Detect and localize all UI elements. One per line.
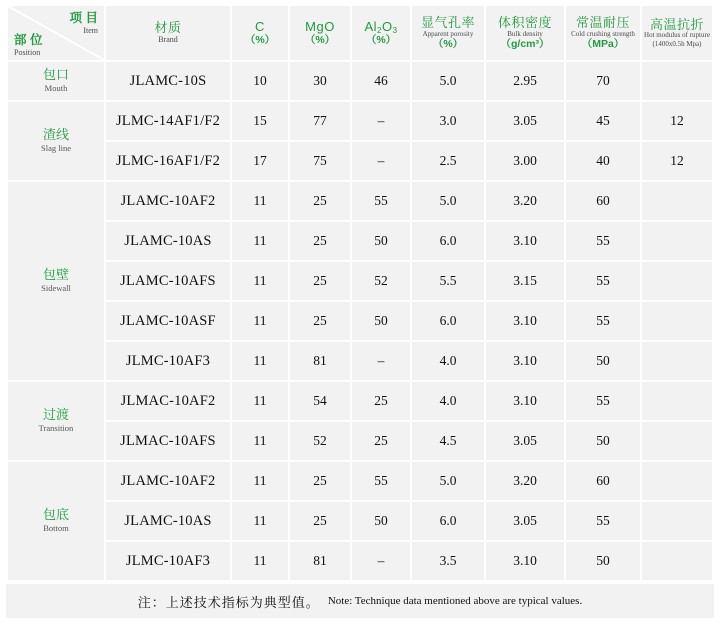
table-row <box>8 222 712 260</box>
density-cell: 3.10 <box>486 342 564 380</box>
table-row <box>8 422 712 460</box>
hmor-cell <box>642 382 712 420</box>
header-corner-cell <box>8 6 104 60</box>
al2o3-cell: 25 <box>352 422 410 460</box>
brand-cell: JLAMC-10AS <box>106 222 230 260</box>
table-row <box>8 502 712 540</box>
c-cell: 11 <box>232 382 288 420</box>
table-header-row <box>8 6 712 60</box>
c-cell: 11 <box>232 422 288 460</box>
brand-cell: JLAMC-10AF2 <box>106 182 230 220</box>
mgo-cell: 25 <box>290 182 350 220</box>
table-row <box>8 62 712 100</box>
mgo-cell: 30 <box>290 62 350 100</box>
density-cell: 3.10 <box>486 302 564 340</box>
mgo-cell: 54 <box>290 382 350 420</box>
mgo-cell: 25 <box>290 502 350 540</box>
porosity-cell: 6.0 <box>412 222 484 260</box>
al2o3-cell: – <box>352 102 410 140</box>
column-header-brand: 材质 Brand <box>106 6 230 60</box>
brand-cell: JLMC-14AF1/F2 <box>106 102 230 140</box>
ccs-cell: 55 <box>566 502 640 540</box>
porosity-cell: 5.0 <box>412 62 484 100</box>
ccs-cell: 50 <box>566 542 640 580</box>
al2o3-cell: 46 <box>352 62 410 100</box>
hmor-cell <box>642 262 712 300</box>
c-cell: 17 <box>232 142 288 180</box>
hmor-cell <box>642 502 712 540</box>
mgo-cell: 52 <box>290 422 350 460</box>
hmor-cell <box>642 222 712 260</box>
table-row <box>8 542 712 580</box>
column-header-bulk-density: 体积密度 Bulk density （g/cm³） <box>486 6 564 60</box>
table-row <box>8 142 712 180</box>
table-row <box>8 262 712 300</box>
porosity-cell: 4.0 <box>412 342 484 380</box>
ccs-cell: 45 <box>566 102 640 140</box>
al2o3-cell: 50 <box>352 502 410 540</box>
mgo-cell: 75 <box>290 142 350 180</box>
hmor-cell <box>642 342 712 380</box>
mgo-cell: 25 <box>290 262 350 300</box>
al2o3-cell: – <box>352 142 410 180</box>
hmor-cell: 12 <box>642 142 712 180</box>
porosity-cell: 5.0 <box>412 462 484 500</box>
mgo-cell: 77 <box>290 102 350 140</box>
al2o3-cell: 55 <box>352 182 410 220</box>
brand-cell: JLAMC-10ASF <box>106 302 230 340</box>
c-cell: 11 <box>232 262 288 300</box>
column-header-apparent-porosity: 显气孔率 Apparent porosity （%） <box>412 6 484 60</box>
c-cell: 11 <box>232 502 288 540</box>
mgo-cell: 25 <box>290 302 350 340</box>
ccs-cell: 70 <box>566 62 640 100</box>
c-cell: 11 <box>232 182 288 220</box>
c-cell: 11 <box>232 462 288 500</box>
footnote-cn: 注：上述技术指标为典型值。 <box>137 594 320 610</box>
al2o3-cell: – <box>352 542 410 580</box>
c-cell: 15 <box>232 102 288 140</box>
hmor-cell <box>642 462 712 500</box>
brand-cell: JLMC-10AF3 <box>106 542 230 580</box>
density-cell: 3.15 <box>486 262 564 300</box>
hmor-cell <box>642 62 712 100</box>
al2o3-cell: 55 <box>352 462 410 500</box>
porosity-cell: 6.0 <box>412 502 484 540</box>
c-cell: 11 <box>232 342 288 380</box>
mgo-cell: 25 <box>290 222 350 260</box>
table-row <box>8 182 712 220</box>
position-cell-slag-line: 渣线 Slag line <box>8 102 104 180</box>
porosity-cell: 5.5 <box>412 262 484 300</box>
hmor-cell <box>642 302 712 340</box>
brand-cell: JLAMC-10AFS <box>106 262 230 300</box>
ccs-cell: 55 <box>566 262 640 300</box>
density-cell: 3.00 <box>486 142 564 180</box>
porosity-cell: 2.5 <box>412 142 484 180</box>
mgo-cell: 81 <box>290 542 350 580</box>
position-cell-transition: 过渡 Transition <box>8 382 104 460</box>
specification-table <box>6 4 714 582</box>
mgo-cell: 25 <box>290 462 350 500</box>
porosity-cell: 4.5 <box>412 422 484 460</box>
al2o3-cell: 25 <box>352 382 410 420</box>
table-row <box>8 342 712 380</box>
table-row <box>8 102 712 140</box>
header-position-label: 部 位 Position <box>14 32 43 57</box>
header-item-label: 项 目 Item <box>69 11 98 35</box>
porosity-cell: 6.0 <box>412 302 484 340</box>
c-cell: 11 <box>232 542 288 580</box>
c-cell: 11 <box>232 302 288 340</box>
density-cell: 3.10 <box>486 222 564 260</box>
brand-cell: JLAMC-10AS <box>106 502 230 540</box>
footnote-en: Note: Technique data mentioned above are typical values. <box>327 595 583 607</box>
al2o3-cell: – <box>352 342 410 380</box>
porosity-cell: 3.0 <box>412 102 484 140</box>
porosity-cell: 3.5 <box>412 542 484 580</box>
table-footnote <box>6 584 714 618</box>
ccs-cell: 50 <box>566 342 640 380</box>
position-cell-bottom: 包底 Bottom <box>8 462 104 580</box>
mgo-cell: 81 <box>290 342 350 380</box>
ccs-cell: 55 <box>566 302 640 340</box>
table-row <box>8 302 712 340</box>
column-header-hot-modulus-of-rupture: 高温抗折 Hot modulus of rupture (1400x0.5h Mpa) <box>642 6 712 60</box>
porosity-cell: 5.0 <box>412 182 484 220</box>
hmor-cell <box>642 542 712 580</box>
density-cell: 3.05 <box>486 422 564 460</box>
column-header-al2o3: $Al_2O_3$ （%） <box>352 6 410 60</box>
hmor-cell: 12 <box>642 102 712 140</box>
position-cell-sidewall: 包壁 Sidewall <box>8 182 104 380</box>
density-cell: 3.05 <box>486 102 564 140</box>
column-header-c: C （%） <box>232 6 288 60</box>
column-header-cold-crushing-strength: 常温耐压 Cold crushing strength （MPa） <box>566 6 640 60</box>
table-row <box>8 462 712 500</box>
brand-cell: JLMC-16AF1/F2 <box>106 142 230 180</box>
density-cell: 3.20 <box>486 462 564 500</box>
c-cell: 11 <box>232 222 288 260</box>
brand-cell: JLAMC-10AF2 <box>106 462 230 500</box>
brand-cell: JLMAC-10AFS <box>106 422 230 460</box>
brand-cell: JLMC-10AF3 <box>106 342 230 380</box>
density-cell: 3.10 <box>486 382 564 420</box>
column-header-mgo: MgO （%） <box>290 6 350 60</box>
c-cell: 10 <box>232 62 288 100</box>
density-cell: 3.20 <box>486 182 564 220</box>
ccs-cell: 55 <box>566 222 640 260</box>
density-cell: 3.05 <box>486 502 564 540</box>
brand-cell: JLMAC-10AF2 <box>106 382 230 420</box>
ccs-cell: 55 <box>566 382 640 420</box>
ccs-cell: 60 <box>566 462 640 500</box>
table-row <box>8 382 712 420</box>
table-body <box>8 62 712 580</box>
hmor-cell <box>642 182 712 220</box>
al2o3-cell: 50 <box>352 222 410 260</box>
al2o3-cell: 52 <box>352 262 410 300</box>
brand-cell: JLAMC-10S <box>106 62 230 100</box>
ccs-cell: 50 <box>566 422 640 460</box>
hmor-cell <box>642 422 712 460</box>
density-cell: 3.10 <box>486 542 564 580</box>
density-cell: 2.95 <box>486 62 564 100</box>
porosity-cell: 4.0 <box>412 382 484 420</box>
ccs-cell: 60 <box>566 182 640 220</box>
position-cell-mouth: 包口 Mouth <box>8 62 104 100</box>
ccs-cell: 40 <box>566 142 640 180</box>
al2o3-cell: 50 <box>352 302 410 340</box>
